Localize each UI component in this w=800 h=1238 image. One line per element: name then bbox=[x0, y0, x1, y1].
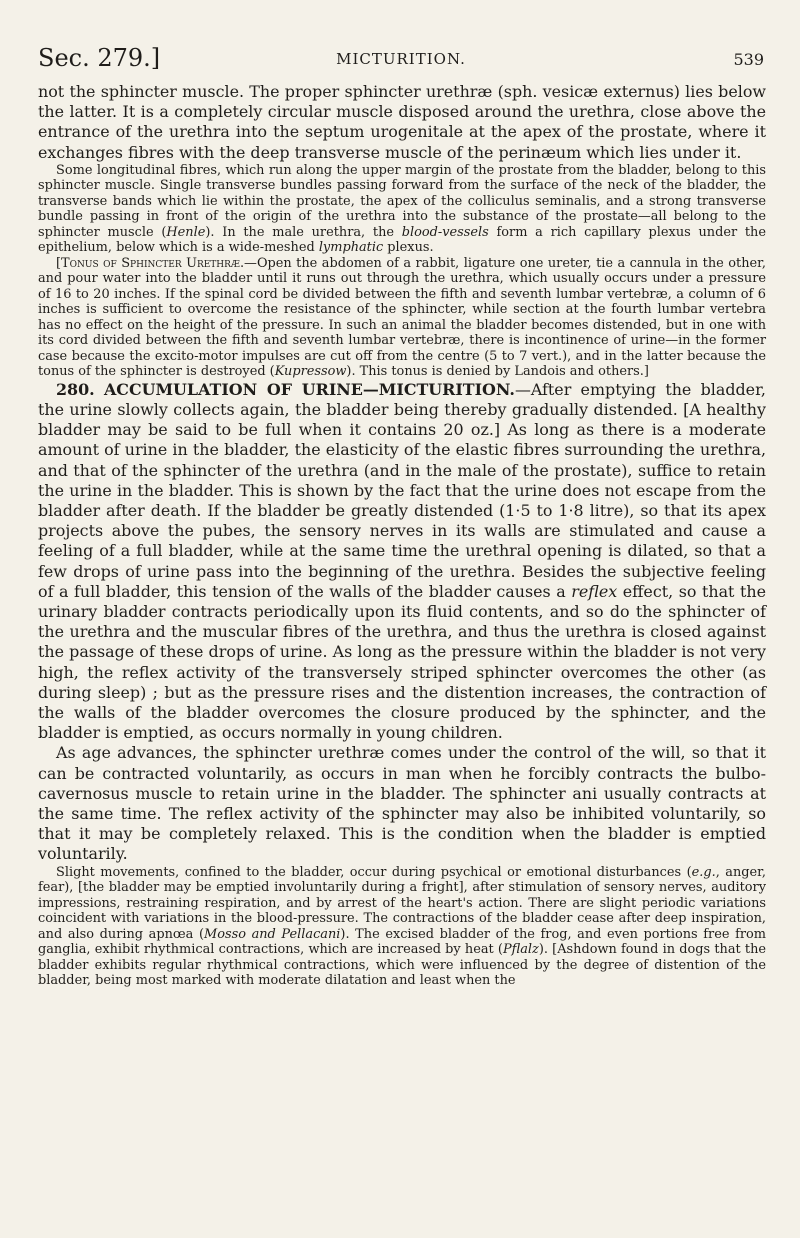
section-heading: ACCUMULATION OF URINE—MICTURITION. bbox=[103, 379, 515, 399]
citation-pflalz: Pflalz bbox=[502, 942, 539, 958]
paragraph-tonus-of-sphincter: [Tonus of Sphincter Urethræ.—Open the abdomen of a rabbit, ligature one ureter, tie a cannula in the other, and pour water into the bladder until it runs out through the urethra, which usually occurs under a pressure of 16 to 20 inches. If the spinal cord be divided between the fifth and seventh lumbar vertebræ, a column of 6 inches is sufficient to overcome the resistance of the sphincter, while section at the fourth lumbar vertebra has no effect on the height of the pressure. In such an animal the bladder becomes distended, but in one with its cord divided between the fifth and seventh lumbar vertebræ, there is incontinence of urine—in the former case because the excito-motor impulses are cut off from the centre (5 to 7 vert.), and in the latter because the tonus of the sphincter is destroyed (Kupressow). This tonus is denied by Landois and others.] bbox=[38, 255, 766, 380]
section-reference: Sec. 279.] bbox=[38, 44, 161, 72]
subsection-lead: [Tonus of Sphincter Urethræ. bbox=[56, 255, 245, 271]
citation-mosso-pellacani: Mosso and Pellacani bbox=[204, 926, 341, 942]
paragraph-slight-movements: Slight movements, confined to the bladder, occur during psychical or emotional disturbances (e.g., anger, fear), [the bladder may be emptied involuntarily during a fright], after stimulation of sensory nerves, auditory impressions, restraining respiration, and by arrest of the heart's action. There are slight periodic variations coincident with variations in the blood-pressure. The contractions of the bladder cease after deep inspiration, and also during apnœa (Mosso and Pellacani). The excised bladder of the frog, and even portions free from ganglia, exhibit rhythmical contractions, which are increased by heat (Pflalz). [Ashdown found in dogs that the bladder exhibits regular rhythmical contractions, which were influenced by the degree of distention of the bladder, being most marked with moderate dilatation and least when the bbox=[38, 864, 767, 989]
paragraph-voluntary-control: As age advances, the sphincter urethræ comes under the control of the will, so that it can be contracted voluntarily, as occurs in man when he forcibly contracts the bulbo-cavernosus muscle to retain urine in the bladder. The sphincter ani usually contracts at the same time. The reflex activity of the sphincter may also be inhibited voluntarily, so that it may be completely relaxed. This is the condition when the bladder is emptied voluntarily. bbox=[38, 743, 766, 864]
running-header bbox=[38, 44, 764, 78]
term-blood-vessels: blood-vessels bbox=[401, 224, 489, 240]
paragraph-longitudinal-fibres: Some longitudinal fibres, which run along the upper margin of the prostate from the bladder, belong to this sphincter muscle. Single transverse bundles passing forward from the surface of the neck of the bladder, the transverse bands which lie within the prostate, the apex of the colliculus seminalis, and a strong transverse bundle passing in front of the origin of the urethra into the substance of the prostate—all belong to the sphincter muscle (Henle). In the male urethra, the blood-vessels form a rich capillary plexus under the epithelium, below which is a wide-meshed lymphatic plexus. bbox=[38, 162, 766, 256]
paragraph-sphincter-continued: not the sphincter muscle. The proper sphincter urethræ (sph. vesicæ externus) lies below the latter. It is a completely circular muscle disposed around the urethra, close above the entrance of the urethra into the septum urogenitale at the apex of the prostate, where it exchanges fibres with the deep transverse muscle of the perinæum which lies under it. bbox=[38, 82, 766, 162]
page-body bbox=[38, 82, 766, 989]
section-number: 280. bbox=[56, 379, 95, 399]
term-lymphatic: lymphatic bbox=[318, 240, 384, 256]
page-number: 539 bbox=[733, 50, 764, 69]
running-title: MICTURITION. bbox=[336, 50, 466, 68]
citation-henle: Henle bbox=[166, 224, 206, 240]
term-reflex: reflex bbox=[571, 581, 618, 601]
citation-kupressow: Kupressow bbox=[274, 364, 347, 380]
paragraph-accumulation-of-urine: 280. ACCUMULATION OF URINE—MICTURITION.—After emptying the bladder, the urine slowly collects again, the bladder being thereby gradually distended. [A healthy bladder may be said to be full when it contains 20 oz.] As long as there is a moderate amount of urine in the bladder, the elasticity of the elastic fibres surrounding the urethra, and that of the sphincter of the urethra (and in the male of the prostate), suffice to retain the urine in the bladder. This is shown by the fact that the urine does not escape from the bladder after death. If the bladder be greatly distended (1·5 to 1·8 litre), so that its apex projects above the pubes, the sensory nerves in its walls are stimulated and cause a feeling of a full bladder, while at the same time the urethral opening is dilated, so that a few drops of urine pass into the beginning of the urethra. Besides the subjective feeling of a full bladder, this tension of the walls of the bladder causes a reflex effect, so that the urinary bladder contracts periodically upon its fluid contents, and so do the sphincter of the urethra and the muscular fibres of the urethra, and thus the urethra is closed against the passage of these drops of urine. As long as the pressure within the bladder is not very high, the reflex activity of the transversely striped sphincter overcomes the other (as during sleep) ; but as the pressure rises and the distention increases, the contraction of the walls of the bladder overcomes the closure produced by the sphincter, and the bladder is emptied, as occurs normally in young children. bbox=[38, 379, 766, 743]
